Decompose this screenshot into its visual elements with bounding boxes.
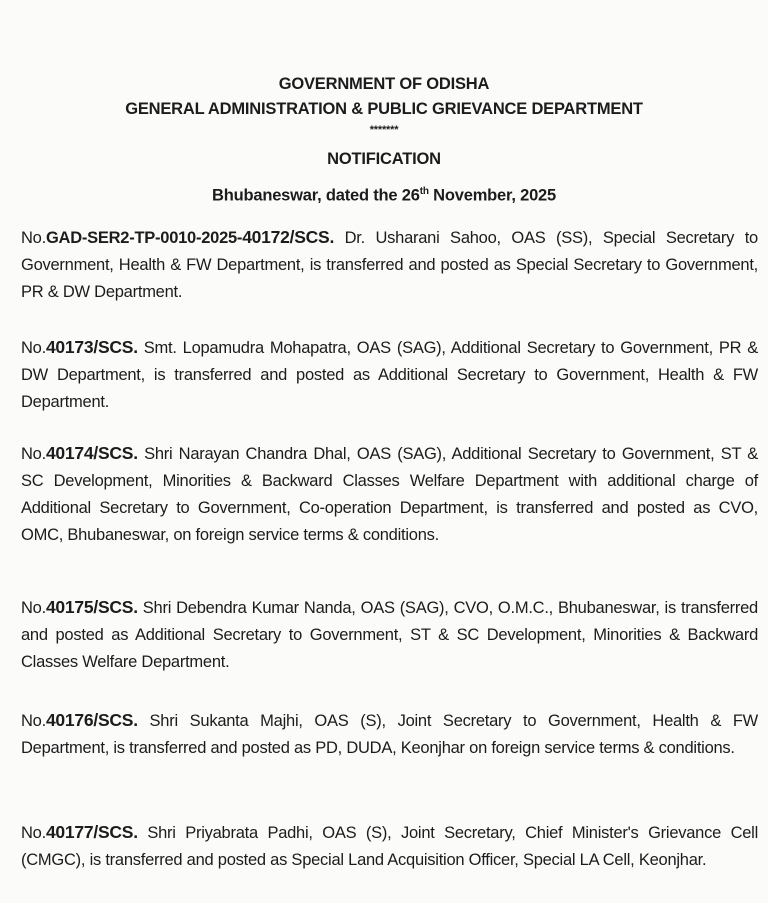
order-number: 40174/SCS.: [45, 443, 138, 463]
order-no: No.: [21, 445, 46, 463]
order-paragraph: [21, 594, 758, 676]
order-number: 40173/SCS.: [45, 337, 138, 357]
order-number: 40172/SCS.: [242, 227, 335, 247]
order-text: Dr. Usharani Sahoo, OAS (SS), Special Secretary to Government, Health & FW Department, is transferred and posted as Special Secretary to Government, PR & DW Department.: [21, 229, 758, 301]
department-heading: GENERAL ADMINISTRATION & PUBLIC GRIEVANCE DEPARTMENT: [125, 100, 643, 118]
order-paragraph: [21, 707, 758, 762]
order-no: No.: [21, 339, 46, 357]
order-no: No.: [21, 824, 46, 842]
order-no: No.: [21, 712, 46, 730]
separator: *******: [369, 124, 399, 136]
order-text: Shri Narayan Chandra Dhal, OAS (SAG), Additional Secretary to Government, ST & SC Development, Minorities & Backward Classes Welfare Department with additional charge of Additional Secretary to Government, Co-operation Department, is transferred and posted as CVO, OMC, Bhubaneswar, on foreign service terms & conditions.: [21, 445, 758, 544]
order-number: 40177/SCS.: [45, 822, 138, 842]
government-heading: GOVERNMENT OF ODISHA: [278, 75, 490, 93]
order-no: No.: [21, 229, 46, 247]
date-prefix: Bhubaneswar, dated the 26: [211, 186, 420, 205]
order-paragraph: [21, 440, 758, 549]
order-no: No.: [21, 599, 46, 617]
notification-date: [0, 186, 768, 206]
order-text: Shri Priyabrata Padhi, OAS (S), Joint Secretary, Chief Minister's Grievance Cell (CMGC), is transferred and posted as Special Land Acquisition Officer, Special LA Cell, Keonjhar.: [21, 824, 758, 869]
order-paragraph: [21, 819, 758, 874]
order-paragraph: [21, 224, 758, 306]
order-text: Smt. Lopamudra Mohapatra, OAS (SAG), Additional Secretary to Government, PR & DW Department, is transferred and posted as Additional Secretary to Government, Health & FW Department.: [21, 339, 758, 411]
notification-title: NOTIFICATION: [327, 150, 441, 168]
order-text: Shri Sukanta Majhi, OAS (S), Joint Secretary to Government, Health & FW Department, is transferred and posted as PD, DUDA, Keonjhar on foreign service terms & conditions.: [21, 712, 758, 757]
order-number: 40176/SCS.: [45, 710, 138, 730]
date-sup: th: [419, 186, 429, 197]
order-number: 40175/SCS.: [45, 597, 138, 617]
order-text: Shri Debendra Kumar Nanda, OAS (SAG), CVO, O.M.C., Bhubaneswar, is transferred and posted as Additional Secretary to Government, ST & SC Development, Minorities & Backward Classes Welfare Department.: [21, 599, 758, 671]
order-ref: GAD-SER2-TP-0010-2025-: [45, 229, 243, 247]
date-suffix: November, 2025: [428, 186, 557, 205]
order-paragraph: [21, 334, 758, 416]
